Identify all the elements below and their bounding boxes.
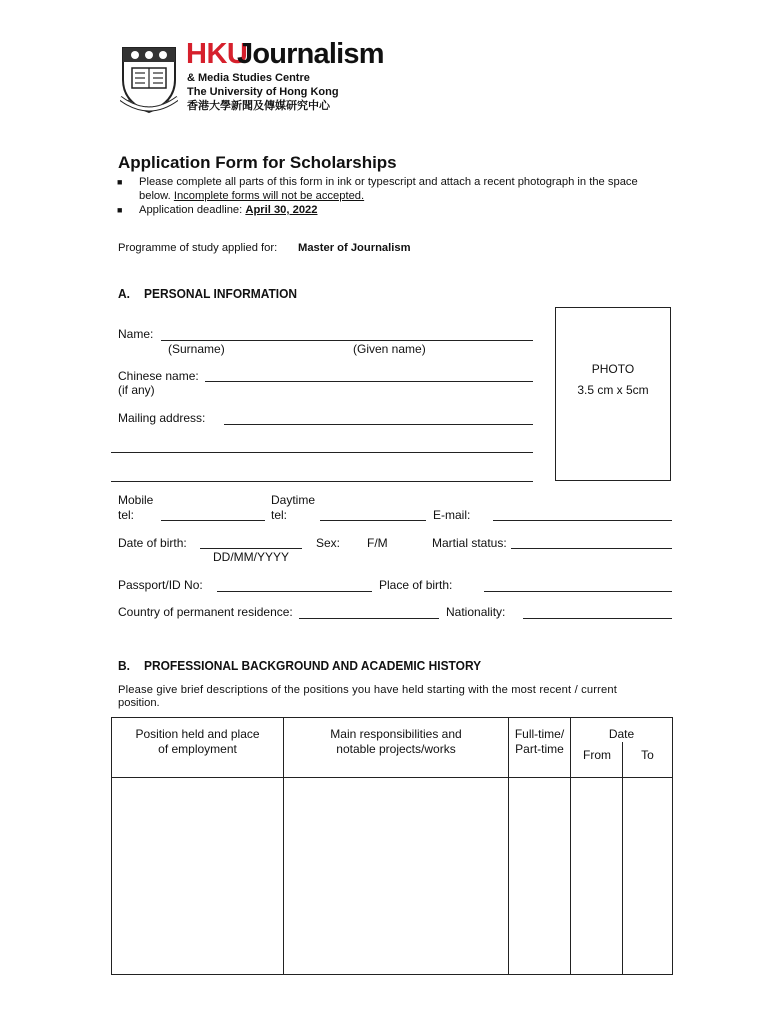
date-to-cell[interactable] [623,778,673,975]
bullet-marker: ■ [117,205,123,215]
programme-label: Programme of study applied for: [118,242,278,254]
nationality-field[interactable] [523,618,672,619]
name-field[interactable] [161,340,533,341]
responsibilities-cell[interactable] [284,778,509,975]
given-name-hint: (Given name) [353,342,426,356]
employment-type-cell[interactable] [509,778,571,975]
marital-status-label: Martial status: [432,536,507,550]
daytime-field[interactable] [320,520,426,521]
brand-subtitle-chinese: 香港大學新聞及傳媒研究中心 [187,100,330,112]
brand-hku: HKU [186,38,248,70]
responsibilities-header [284,718,509,778]
position-header-line2: of employment [158,742,237,756]
instruction-1-below: below. [139,190,171,202]
email-field[interactable] [493,520,672,521]
responsibilities-header-line1: Main responsibilities and [330,727,462,741]
mailing-address-label: Mailing address: [118,411,206,425]
birthplace-label: Place of birth: [379,578,453,592]
instruction-2 [139,203,318,217]
table-row [112,778,673,975]
date-from-cell[interactable] [571,778,623,975]
birthplace-field[interactable] [484,591,672,592]
date-header-label: Date [608,727,635,741]
section-a-title: PERSONAL INFORMATION [144,286,298,301]
chinese-name-label: Chinese name: [118,369,199,383]
residence-label: Country of permanent residence: [118,605,293,619]
photo-label: PHOTO [591,362,635,376]
mobile-tel-label: tel: [118,508,135,522]
name-label: Name: [118,327,154,341]
incomplete-warning: Incomplete forms will not be accepted. [173,190,365,202]
employment-type-header [509,718,571,778]
dob-field[interactable] [200,548,302,549]
section-b-intro-line2: position. [118,697,160,709]
sex-label: Sex: [316,536,341,550]
brand-journalism: Journalism [237,38,384,70]
nationality-label: Nationality: [446,605,506,619]
dob-format-hint: DD/MM/YYYY [213,550,290,564]
date-column-divider [622,742,623,777]
position-header-line1: Position held and place [135,727,260,741]
position-header [112,718,284,778]
deadline-label: Application deadline: [139,204,243,216]
date-to-header: To [641,748,654,762]
instruction-1-line1: Please complete all parts of this form in ink or typescript and attach a recent photograph in the space [139,176,638,188]
chinese-name-field[interactable] [205,381,533,382]
responsibilities-header-line2: notable projects/works [336,742,456,756]
chinese-name-note: (if any) [118,383,155,397]
section-b-intro-line1: Please give brief descriptions of the positions you have held starting with the most recent / current [118,684,617,696]
section-b-letter: B. [118,658,130,673]
date-header [571,718,673,778]
email-label: E-mail: [433,508,471,522]
passport-field[interactable] [217,591,372,592]
position-cell[interactable] [112,778,284,975]
daytime-tel-label: tel: [271,508,288,522]
employment-type-header-line2: Part-time [515,742,564,756]
employment-type-header-line1: Full-time/ [514,727,565,741]
programme-value: Master of Journalism [298,242,411,254]
mobile-label: Mobile [118,493,154,507]
surname-hint: (Surname) [168,342,225,356]
employment-history-table [111,717,673,975]
brand-subtitle-2: The University of Hong Kong [187,86,339,98]
form-title: Application Form for Scholarships [118,153,397,172]
table-header-row [112,718,673,778]
residence-field[interactable] [299,618,439,619]
mailing-address-field-1[interactable] [224,424,533,425]
section-b-title: PROFESSIONAL BACKGROUND AND ACADEMIC HISTORY [144,658,482,673]
mailing-address-field-3[interactable] [111,481,533,482]
instruction-1-line2 [139,189,364,203]
mailing-address-field-2[interactable] [111,452,533,453]
section-a-letter: A. [118,286,130,301]
passport-label: Passport/ID No: [118,578,203,592]
mobile-field[interactable] [161,520,265,521]
daytime-label: Daytime [271,493,316,507]
deadline-date: April 30, 2022 [245,204,318,216]
bullet-marker: ■ [117,177,123,187]
marital-status-field[interactable] [511,548,672,549]
dob-label: Date of birth: [118,536,187,550]
photo-size: 3.5 cm x 5cm [577,383,649,397]
hku-crest-logo [120,40,178,116]
date-from-header: From [583,748,611,762]
sex-options[interactable]: F/M [367,536,388,550]
brand-subtitle-1: & Media Studies Centre [187,72,310,84]
